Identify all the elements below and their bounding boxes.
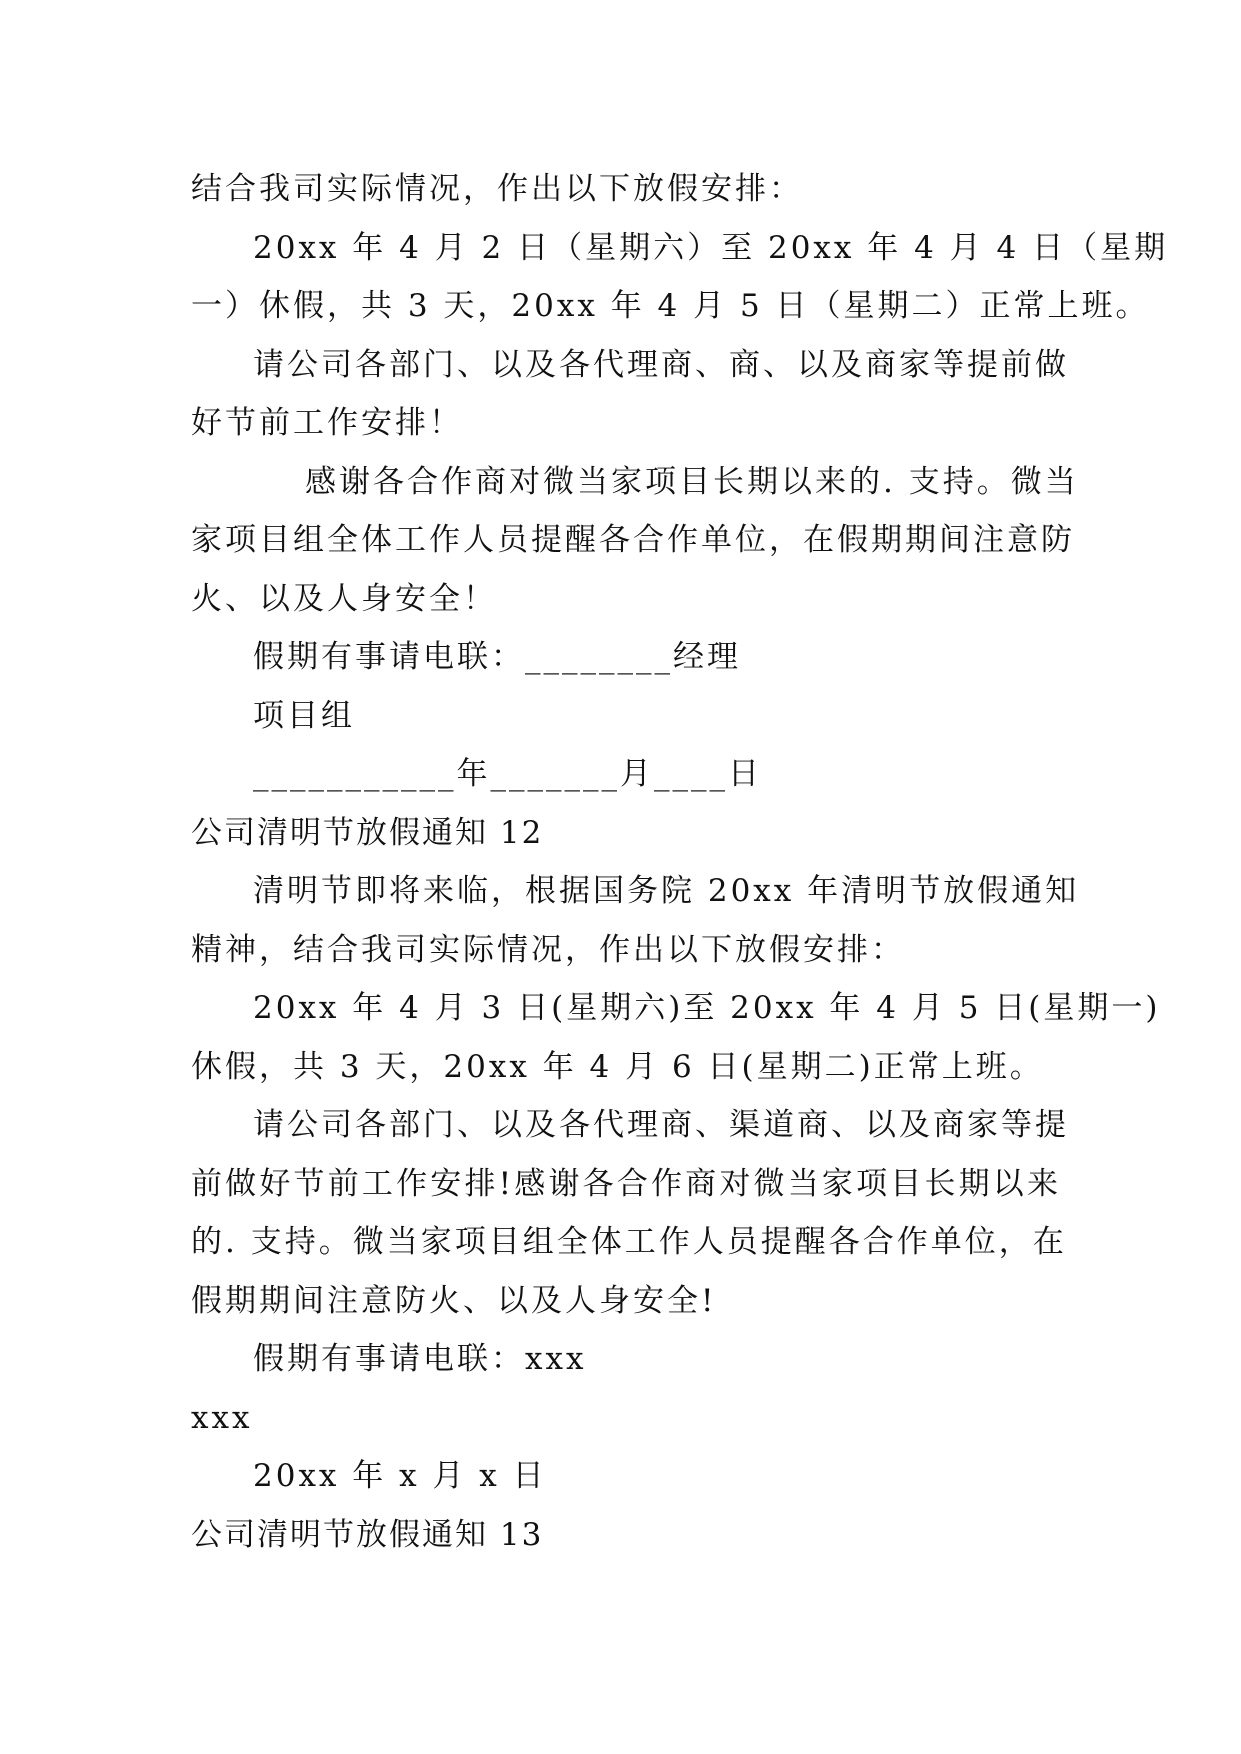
paragraph-line-request-12: 请公司各部门、以及各代理商、渠道商、以及商家等提	[253, 1107, 1069, 1143]
signature-name-12: xxx	[191, 1399, 253, 1436]
signature-date-12: 20xx 年 x 月 x 日	[253, 1458, 547, 1494]
paragraph-line-department-request-cont: 好节前工作安排！	[191, 405, 463, 441]
signature-team: 项目组	[253, 697, 355, 734]
section-title-notice-12: 公司清明节放假通知 12	[191, 814, 544, 851]
paragraph-line-holiday-dates-cont: 一）休假，共 3 天，20xx 年 4 月 5 日（星期二）正常上班。	[191, 288, 1150, 324]
paragraph-line-intro-12-cont: 精神，结合我司实际情况，作出以下放假安排：	[191, 931, 905, 968]
paragraph-line-request-12-end: 假期期间注意防火、以及人身安全!	[191, 1282, 717, 1319]
contact-line: 假期有事请电联：________经理	[253, 639, 741, 675]
paragraph-line-department-request: 请公司各部门、以及各代理商、商、以及商家等提前做	[253, 346, 1069, 383]
signature-date-blank: ___________年_______月____日	[253, 756, 762, 792]
document-body	[191, 160, 1169, 1564]
paragraph-line-thanks-cont: 家项目组全体工作人员提醒各合作单位，在假期期间注意防	[191, 522, 1075, 558]
paragraph-line-request-12-cont2: 的. 支持。微当家项目组全体工作人员提醒各合作单位，在	[191, 1224, 1067, 1260]
paragraph-line-holiday-dates-12-cont: 休假，共 3 天，20xx 年 4 月 6 日(星期二)正常上班。	[191, 1048, 1044, 1085]
paragraph-line-holiday-dates-12: 20xx 年 4 月 3 日(星期六)至 20xx 年 4 月 5 日(星期一)	[253, 990, 1161, 1026]
paragraph-line-intro-12: 清明节即将来临，根据国务院 20xx 年清明节放假通知	[253, 873, 1080, 909]
paragraph-line-thanks: 感谢各合作商对微当家项目长期以来的. 支持。微当	[305, 463, 1079, 500]
section-title-notice-13: 公司清明节放假通知 13	[191, 1516, 544, 1553]
paragraph-line-arrangement-intro: 结合我司实际情况，作出以下放假安排：	[191, 171, 803, 207]
paragraph-line-thanks-end: 火、以及人身安全！	[191, 580, 497, 617]
paragraph-line-holiday-dates: 20xx 年 4 月 2 日（星期六）至 20xx 年 4 月 4 日（星期	[253, 229, 1169, 266]
contact-line-12: 假期有事请电联：xxx	[253, 1341, 587, 1377]
paragraph-line-request-12-cont: 前做好节前工作安排!感谢各合作商对微当家项目长期以来	[191, 1165, 1061, 1202]
